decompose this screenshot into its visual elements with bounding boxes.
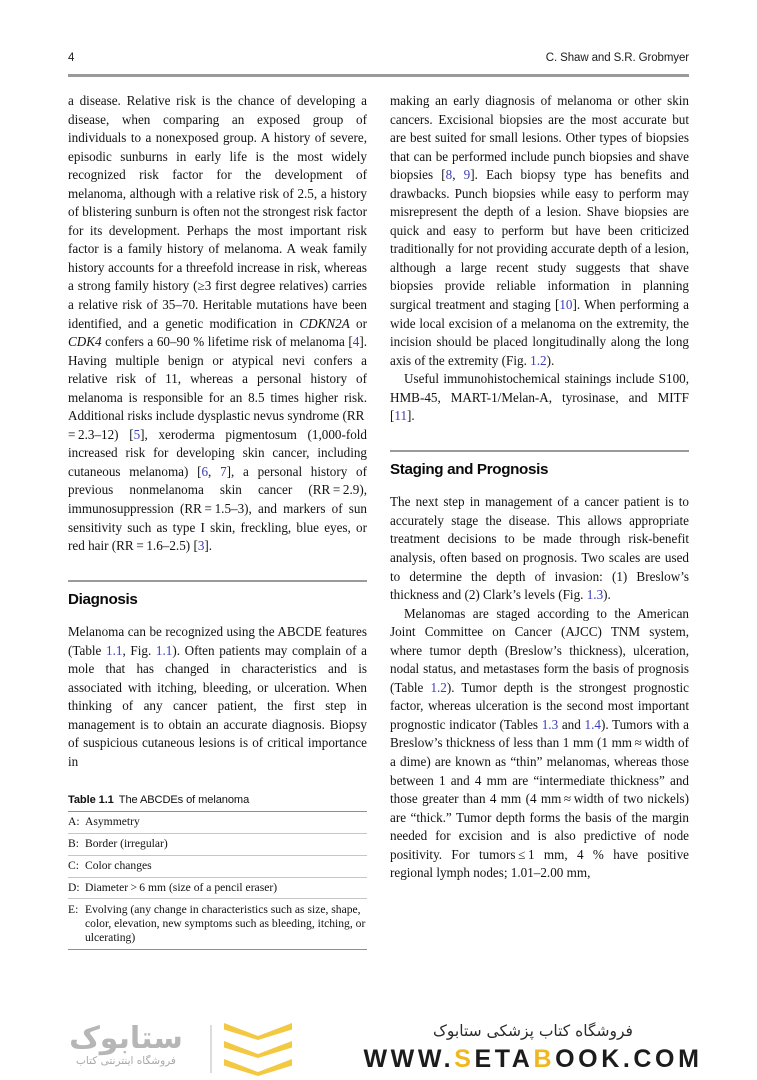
paragraph-diagnosis [68,623,367,771]
citation-link-table-1-1[interactable]: 1.1 [106,642,123,658]
citation-link-4[interactable]: 4 [352,334,360,350]
paragraph-text: The next step in management of a cancer patient is to accurately stage the disease. This allows appropriate treatment decisions to be made through risk-benefit analysis, often based on prognosis. Two scales are used to determine the depth of invasion: (1) Breslow’s thickness and (2) Clark’s levels (Fig. [390,494,689,603]
logo-subtitle: فروشگاه اینترنتی کتاب [76,1055,176,1067]
citation-link-fig-1-2[interactable]: 1.2 [530,352,547,368]
paragraph-staging-intro [390,493,689,604]
paragraph-text: , [208,463,221,479]
url-eta: ETA [474,1045,534,1073]
citation-link-table-1-2[interactable]: 1.2 [430,679,447,695]
paragraph-text: , [452,167,464,183]
paragraph-text: Melanoma can be recognized using the ABCDE features (Table [68,624,367,658]
paragraph-text: ]. [204,538,213,554]
section-divider-diagnosis [68,580,367,583]
paragraph-ajcc-tnm [390,605,689,883]
table-row [68,811,367,833]
paragraph-text: ], xeroderma pigmentosum (1,000-fold increased risk for developing skin cancer, including cutaneous melanoma) [ [68,426,367,479]
citation-link-11[interactable]: 11 [394,408,408,424]
citation-link-fig-1-3[interactable]: 1.3 [586,587,604,603]
column-container [68,92,689,1022]
section-heading-diagnosis: Diagnosis [68,591,138,609]
left-column [68,92,367,1022]
citation-link-table-1-3[interactable]: 1.3 [541,716,559,732]
paragraph-text: ). Often patients may complain of a mole that has changed in characteristics and is associated with itching, bleeding, or ulceration. When thinking of any cancer patient, the first step in management is to obtain an accurate diagnosis. Biopsy of suspicious cutaneous lesions is of critical importance in [68,642,368,769]
paragraph-text: ). [546,352,555,368]
table-cell-value: Asymmetry [85,814,140,828]
paragraph-text: ). Tumor depth is the strongest prognostic factor, whereas ulceration is the second most important prognostic indicator (Tables [390,679,690,732]
chevron-down-icon [224,1059,292,1076]
url-b-highlight: B [533,1045,556,1073]
footer-watermark-banner [0,1018,757,1080]
url-prefix: WWW. [363,1045,455,1073]
paragraph-text: ). [603,587,611,603]
paragraph-text: Melanomas are staged according to the American Joint Committee on Cancer (AJCC) TNM system, where tumor depth (Breslow’s thickness), ulceration, nodal status, and metastases form the basis of prognosis (Table [390,605,689,695]
page-number: 4 [68,52,75,64]
chevron-down-icon [224,1041,292,1058]
citation-link-7[interactable]: 7 [220,463,227,479]
paragraph-text: confers a 60–90 % lifetime risk of melanoma [ [101,334,353,350]
table-cell-value: Evolving (any change in characteristics such as size, shape, color, elevation, new symptoms such as bleeding, itching, or ulcerating) [85,902,366,945]
right-column [390,92,689,1022]
paragraph-text: making an early diagnosis of melanoma or other skin cancers. Excisional biopsies are the most accurate but are best suited for small lesions. Other types of biopsies that can be performed include punch biopsies and shave biopsies [ [390,93,689,183]
paragraph-text: , Fig. [122,642,156,658]
paragraph-text: ], a personal history of previous nonmelanoma skin cancer (RR = 2.9), immunosuppression (RR = 1.5–3), and markers of sun sensitivity such as type I skin, freckling, blue eyes, or red hair (RR = 1.6–2.5) [ [68,463,367,554]
table-row [68,833,367,855]
paragraph-text: Useful immunohistochemical stainings include S100, HMB-45, MART-1/Melan-A, tyrosinase, and MITF [ [390,371,689,424]
running-head [68,52,689,74]
paragraph-text: a disease. Relative risk is the chance of developing a disease, when comparing an exposed group of individuals to a nonexposed group. A history of severe, episodic sunburns in early life is the most widely recognized risk factor for the development of melanoma, although with a relative risk of 2.5, a history of blistering sunburn is often not the strongest risk factor for its development. Perhaps the most important risk factor is a family history of melanoma. A weak family history accounts for a threefold increase in risk, whereas a strong family history (≥3 first degree relatives) carries a relative risk of 35–70. Heritable mutations have been identified, and a genetic modification in [68,93,367,331]
paragraph-immunohistochemical [390,370,689,426]
logo-wordmark-text: ستابوک [69,1021,183,1056]
gene-name-cdk4: CDK4 [68,334,102,350]
citation-link-3[interactable]: 3 [197,538,205,554]
citation-link-table-1-4[interactable]: 1.4 [584,716,601,732]
paragraph-text: ]. When performing a wide local excision of a melanoma on the extremity, the incision should be placed longitudinally along the long axis of the extremity (Fig. [390,297,689,368]
table-caption [68,794,367,806]
citation-link-9[interactable]: 9 [463,167,471,183]
setabook-logo[interactable] [36,1021,216,1077]
chevron-stack-icon [224,1023,292,1075]
paragraph-biopsy [390,92,689,370]
paragraph-risk-factors [68,92,367,556]
paragraph-text: ). Tumors with a Breslow’s thickness of less than 1 mm (1 mm ≈ width of a dime) are known as “thin” melanomas, whereas those between 1 and 4 mm are “intermediate thickness” and those greater than 4 mm (4 mm ≈ width of two nickels) are “thick.” Tumor depth forms the basis of the margin needed for excision and is also predictive of node positivity. For tumors ≤ 1 mm, 4 % have positive regional lymph nodes; 1.01–2.00 mm, [390,716,690,881]
table-1-1 [68,794,367,951]
table-label: Table 1.1 [68,793,114,806]
banner-persian-tagline: فروشگاه کتاب پزشکی ستابوک [433,1022,633,1040]
section-divider-staging [390,450,689,453]
citation-link-10[interactable]: 10 [559,297,573,313]
logo-wordmark [36,1021,216,1057]
paragraph-text: ]. [407,408,415,424]
url-s-highlight: S [454,1045,475,1073]
paragraph-text: ]. Each biopsy type has benefits and drawbacks. Punch biopsies while easy to perform may misrepresent the depth of a lesion. Shave biopsies are quick and easy to perform but have been criticized traditionally for not providing accurate depth of a lesion, although a large recent study suggests that shave biopsies provide reliable information in planning surgical treatment and staging [ [390,167,689,313]
table-cell-value: Diameter > 6 mm (size of a pencil eraser) [85,880,278,894]
table-cell-value: Color changes [85,858,152,872]
table-row [68,855,367,877]
citation-link-6[interactable]: 6 [201,463,209,479]
logo-divider [210,1025,212,1073]
table-cell-key: B: [68,836,79,850]
table-cell-key: D: [68,880,80,894]
header-divider [68,74,689,77]
section-heading-staging-and-prognosis: Staging and Prognosis [390,461,549,479]
paragraph-text: ]. Having multiple benign or atypical nevi confers a relative risk of 11, whereas a personal history of melanoma is responsible for an 8.5 times higher risk. Additional risks include dysplastic nevus syndrome (RR = 2.3–12) [ [68,334,367,442]
url-rest: OOK.COM [555,1045,703,1073]
paragraph-text: or [349,315,367,331]
table-row [68,899,367,950]
gene-name-cdkn2a: CDKN2A [299,315,350,331]
table-cell-key: A: [68,814,80,828]
running-head-authors: C. Shaw and S.R. Grobmyer [545,52,689,64]
citation-link-5[interactable]: 5 [133,426,141,442]
citation-link-8[interactable]: 8 [445,167,453,183]
banner-website-url[interactable] [323,1045,743,1074]
citation-link-fig-1-1[interactable]: 1.1 [155,642,173,658]
table-caption-text: The ABCDEs of melanoma [118,793,250,806]
table-cell-value: Border (irregular) [85,836,168,850]
table-cell-key: E: [68,902,79,916]
paragraph-text: and [558,716,585,732]
table-cell-key: C: [68,858,79,872]
abcde-table [68,811,367,951]
table-row [68,877,367,899]
chevron-down-icon [224,1023,292,1040]
